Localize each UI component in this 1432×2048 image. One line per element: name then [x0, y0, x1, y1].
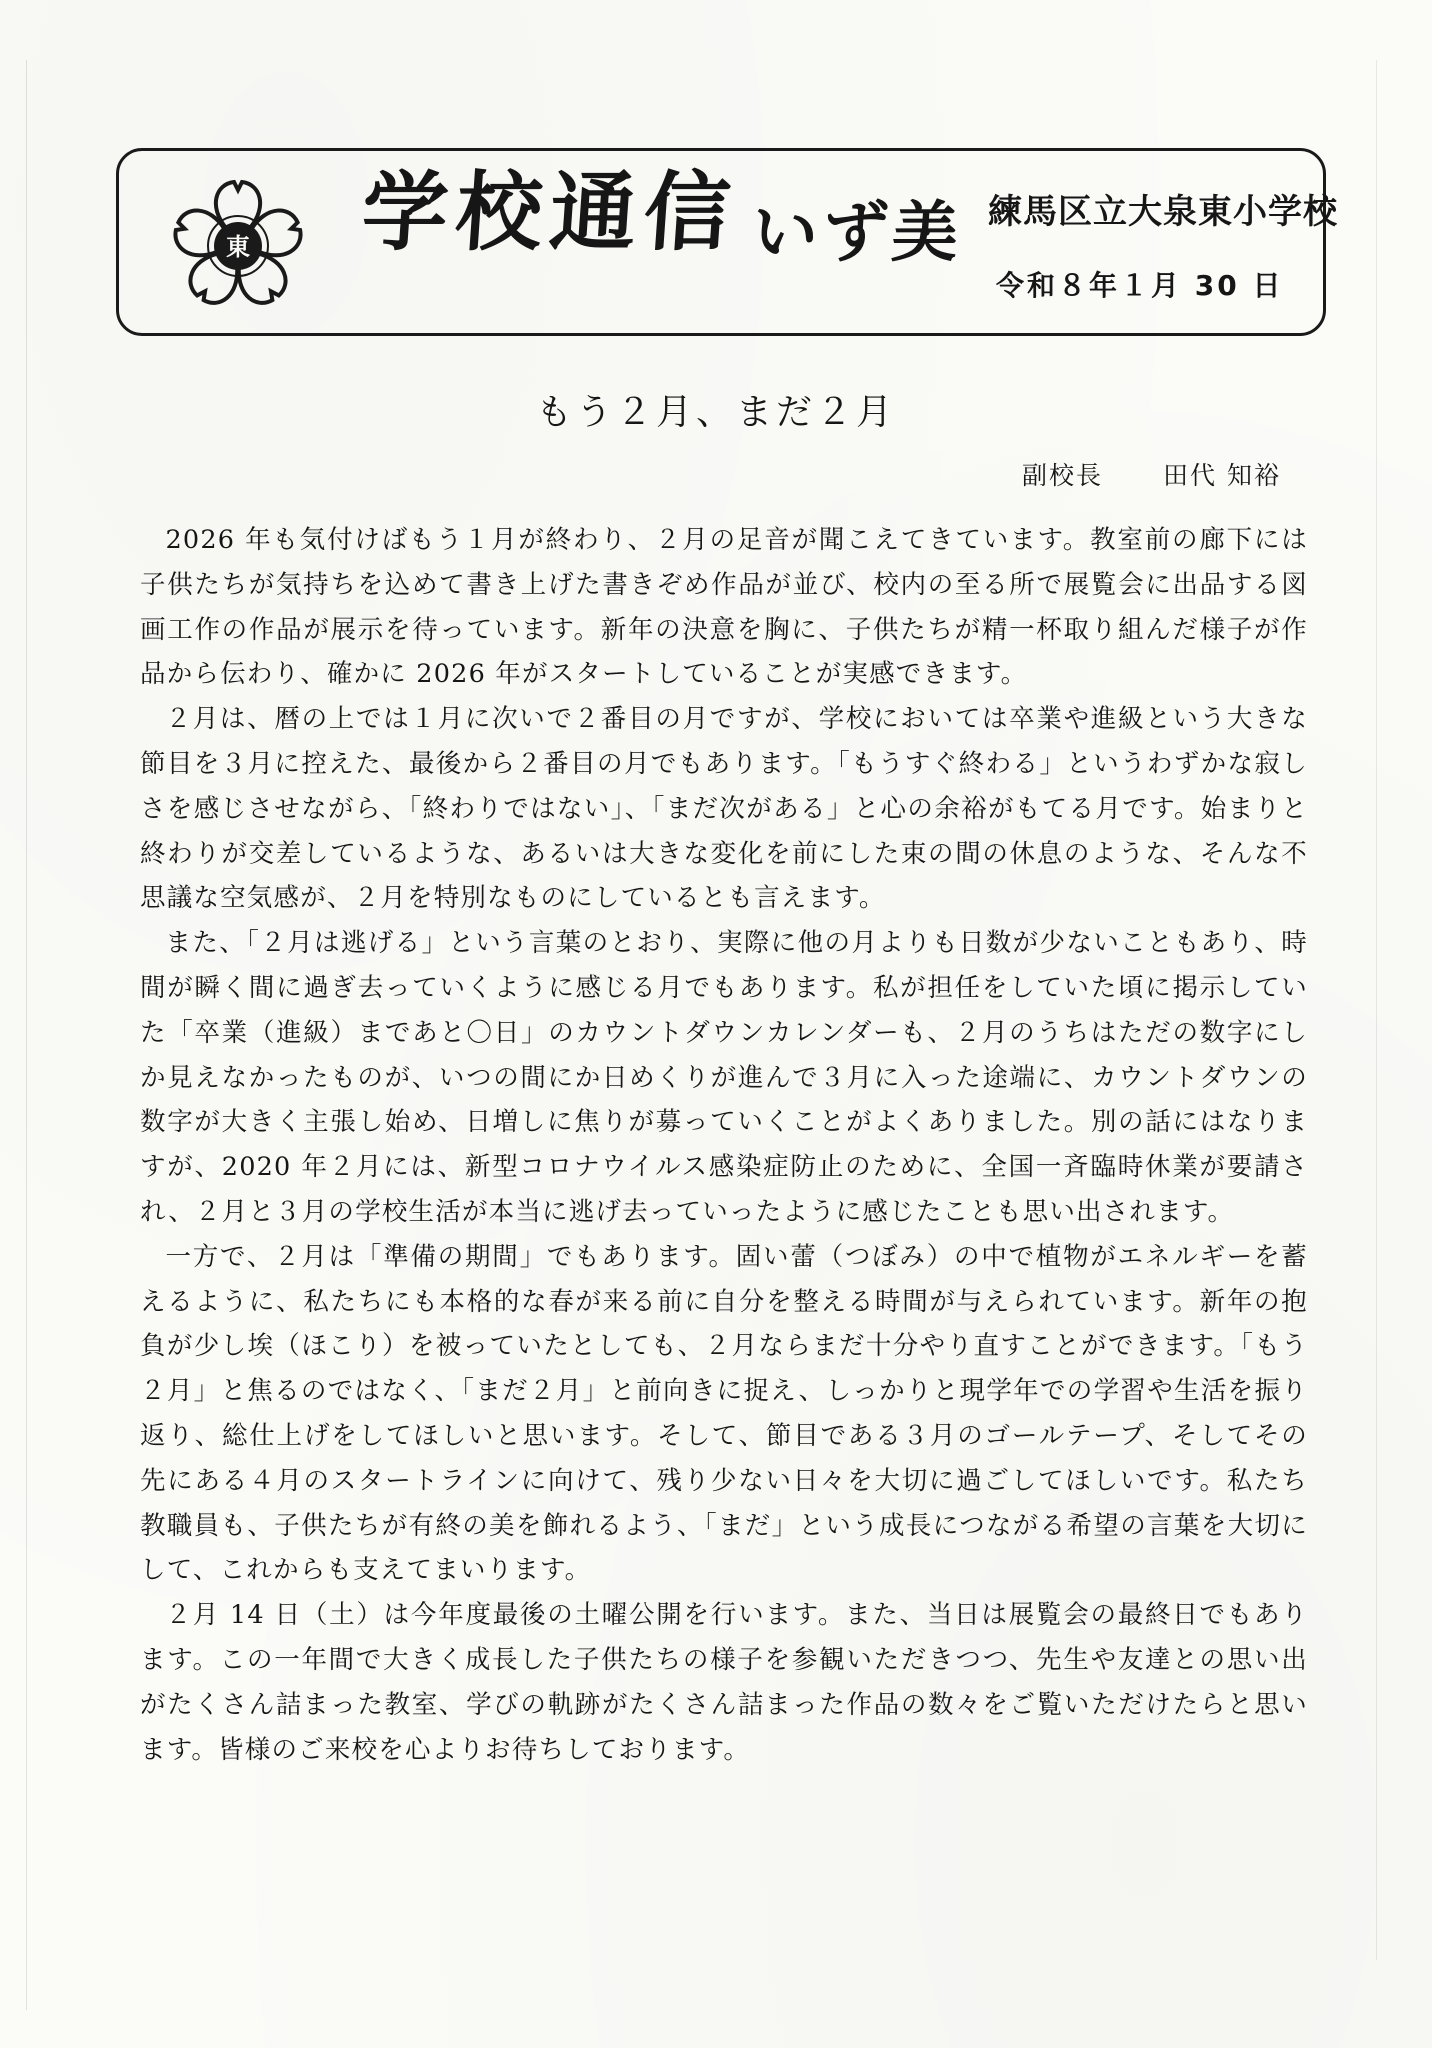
article-title: もう２月、まだ２月 [535, 392, 896, 433]
paragraph: ２月 14 日（土）は今年度最後の土曜公開を行います。また、当日は展覧会の最終日でもあります。この一年間で大きく成長した子供たちの様子を参観いただきつつ、先生や友達との思い出がたくさん詰まった教室、学びの軌跡がたくさん詰まった作品の数々をご覧いただけたらと思います。皆様のご来校を心よりお待ちしております。 [140, 1600, 1308, 1765]
byline-role: 副校長 [1022, 461, 1104, 490]
paragraph: また、「２月は逃げる」という言葉のとおり、実際に他の月よりも日数が少ないこともあり、時間が瞬く間に過ぎ去っていくように感じる月でもあります。私が担任をしていた頃に掲示していた「卒業（進級）まであと〇日」のカウントダウンカレンダーも、２月のうちはただの数字にしか見えなかったものが、いつの間にか日めくりが進んで３月に入った途端に、カウントダウンの数字が大きく主張し始め、日増しに焦りが募っていくことがよくありました。別の話にはなりますが、2020 年２月には、新型コロナウイルス感染症防止のために、全国一斉臨時休業が要請され、２月と３月の学校生活が本当に逃げ去っていったように感じたことも思い出されます。 [140, 928, 1308, 1227]
article-body [140, 518, 1308, 1772]
newsletter-title: 学校通信 [358, 163, 742, 263]
byline [1022, 456, 1281, 492]
scan-edge-right [1376, 60, 1377, 1960]
school-emblem-icon [168, 176, 308, 316]
paragraph: 2026 年も気付けばもう１月が終わり、２月の足音が聞こえてきています。教室前の廊下には子供たちが気持ちを込めて書き上げた書きぞめ作品が並び、校内の至る所で展覧会に出品する図画工作の作品が展示を待っています。新年の決意を胸に、子供たちが精一杯取り組んだ様子が作品から伝わり、確かに 2026 年がスタートしていることが実感できます。 [140, 525, 1308, 690]
emblem-text: 東 [226, 233, 250, 261]
byline-name: 田代 知裕 [1163, 461, 1281, 490]
school-name: 練馬区立大泉東小学校 [988, 192, 1338, 232]
newsletter-subtitle: いず美 [749, 194, 965, 271]
issue-date: 令和８年１月 30 日 [996, 269, 1284, 302]
paragraph: 一方で、２月は「準備の期間」でもあります。固い蕾（つぼみ）の中で植物がエネルギーを蓄えるように、私たちにも本格的な春が来る前に自分を整える時間が与えられています。新年の抱負が少し埃（ほこり）を被っていたとしても、２月ならまだ十分やり直すことができます。「もう２月」と焦るのではなく、「まだ２月」と前向きに捉え、しっかりと現学年での学習や生活を振り返り、総仕上げをしてほしいと思います。そして、節目である３月のゴールテープ、そしてその先にある４月のスタートラインに向けて、残り少ない日々を大切に過ごしてほしいです。私たち教職員も、子供たちが有終の美を飾れるよう、「まだ」という成長につながる希望の言葉を大切にして、これからも支えてまいります。 [140, 1241, 1308, 1586]
scan-edge-left [26, 60, 27, 2010]
paragraph: ２月は、暦の上では１月に次いで２番目の月ですが、学校においては卒業や進級という大きな節目を３月に控えた、最後から２番目の月でもあります。「もうすぐ終わる」というわずかな寂しさを感じさせながら、「終わりではない」、「まだ次がある」と心の余裕がもてる月です。始まりと終わりが交差しているような、あるいは大きな変化を前にした束の間の休息のような、そんな不思議な空気感が、２月を特別なものにしているとも言えます。 [140, 704, 1308, 914]
